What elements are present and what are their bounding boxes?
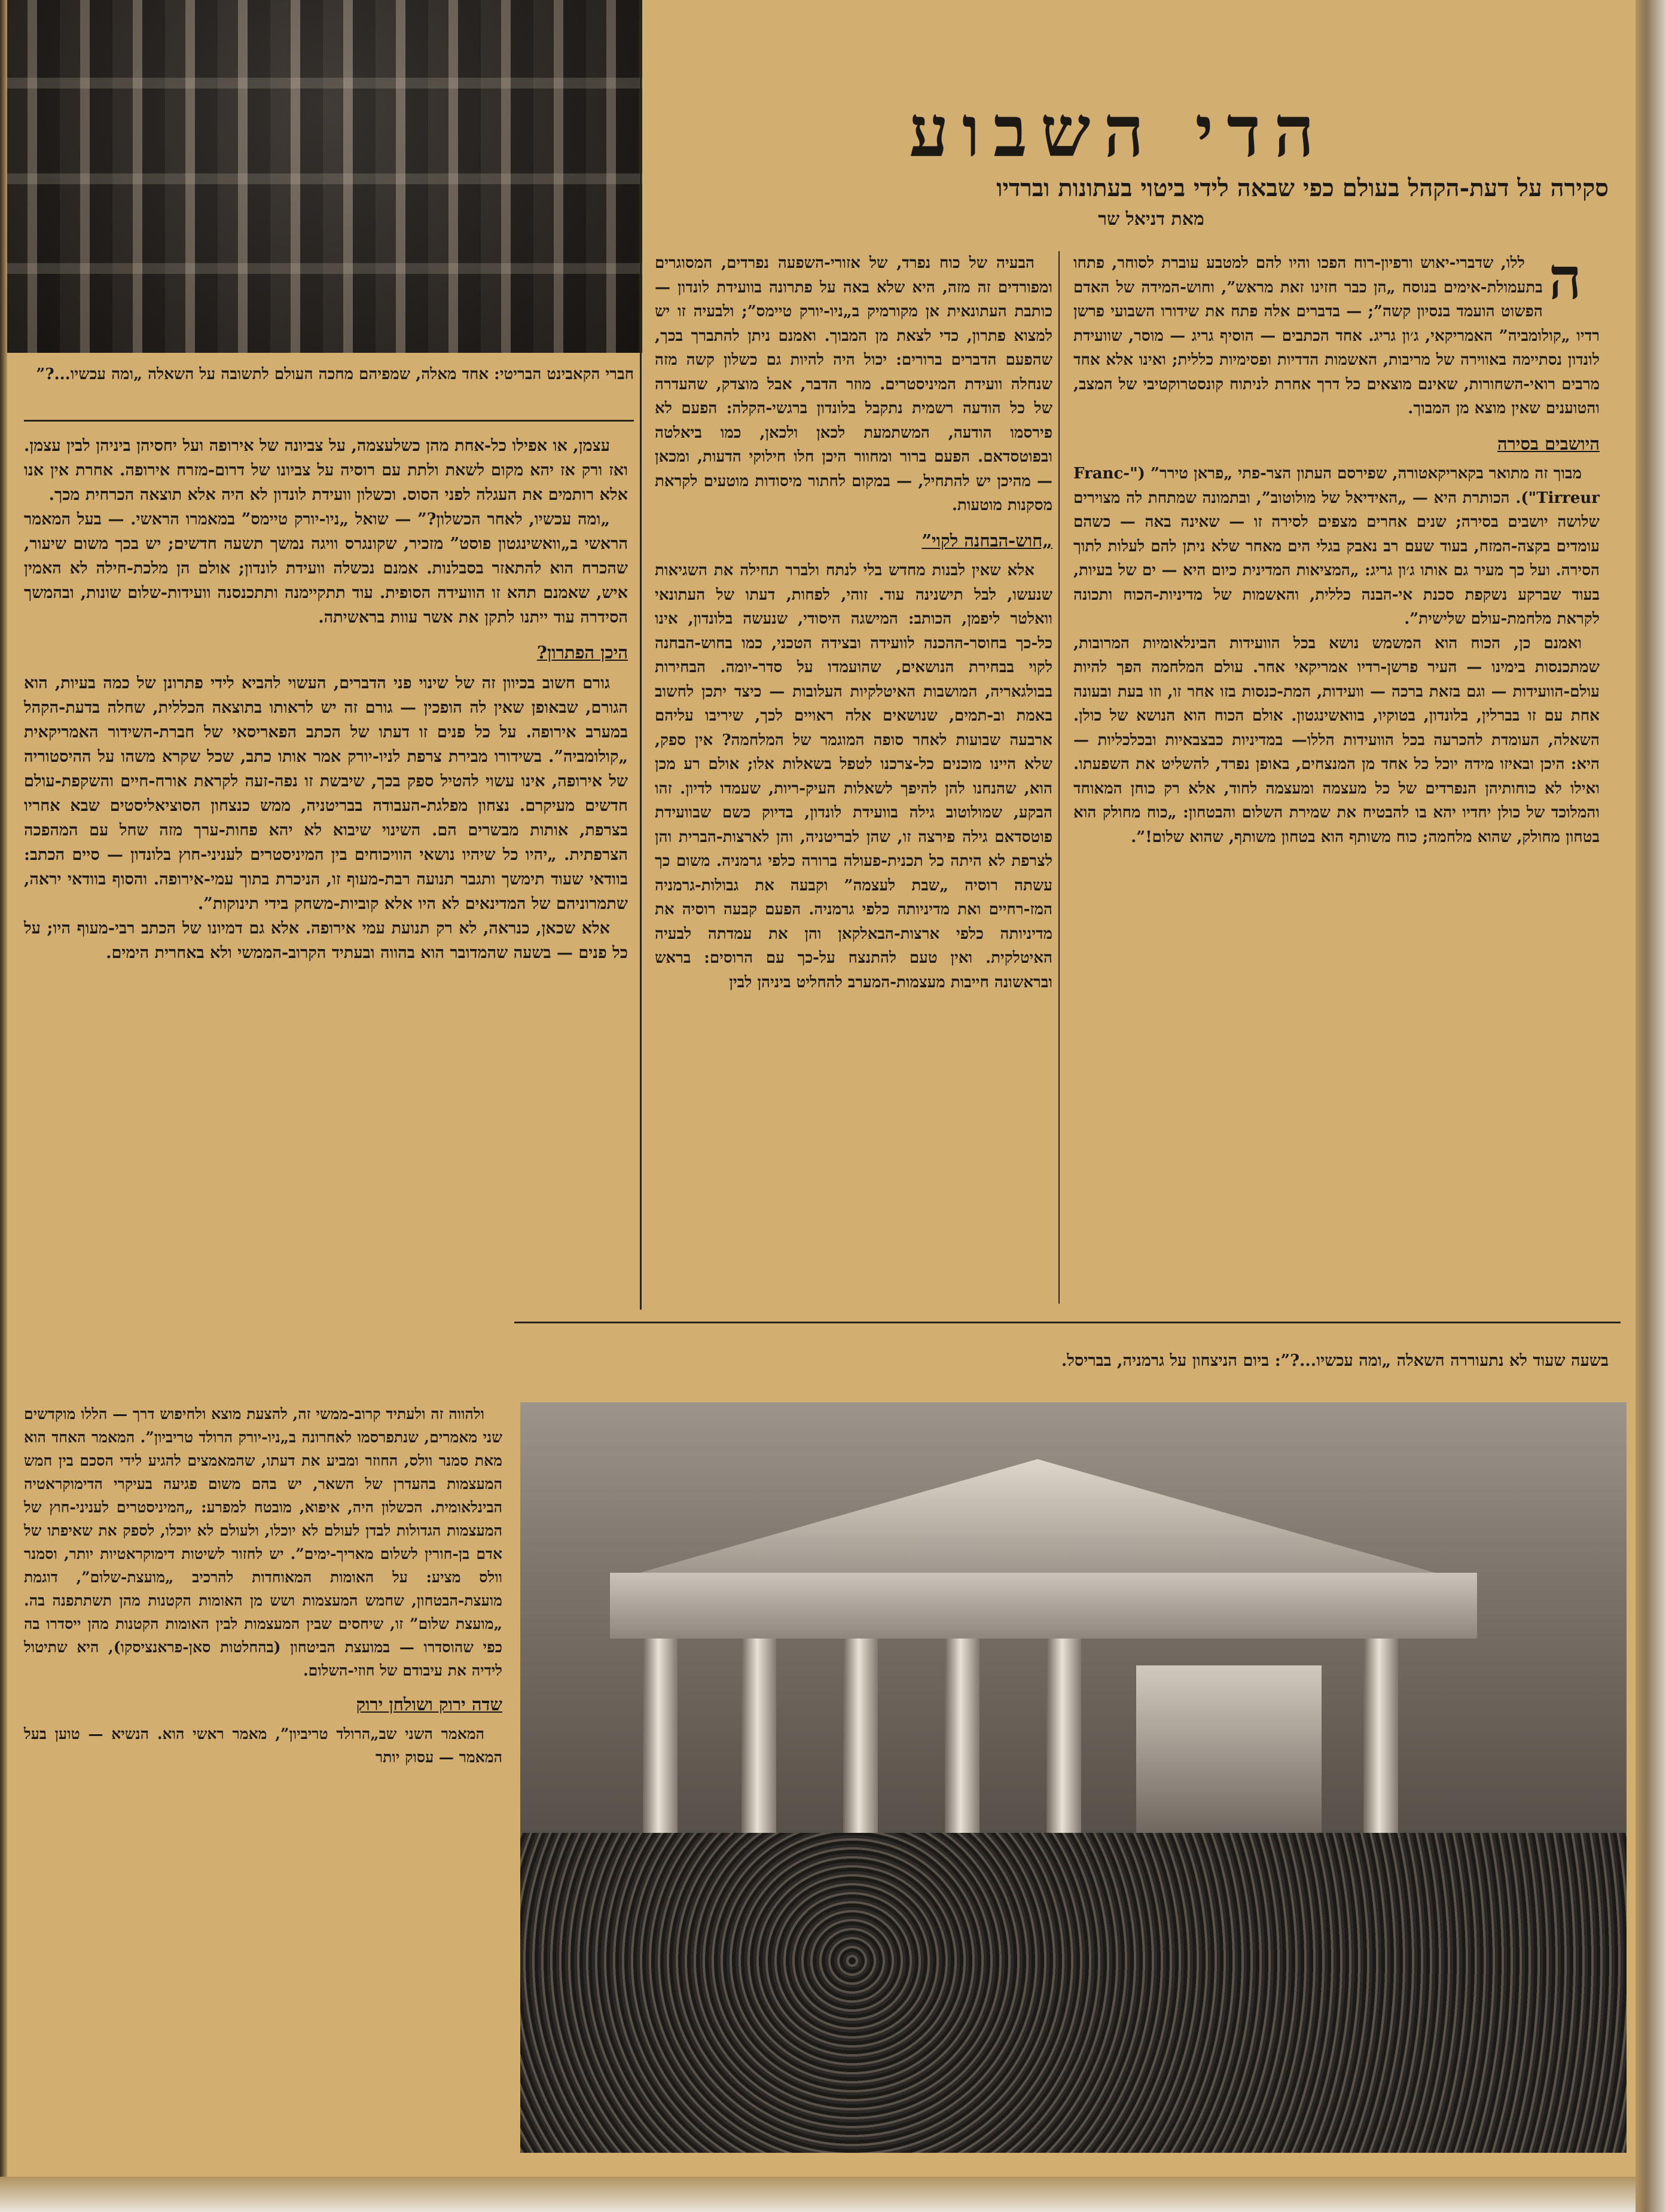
top-photo-caption: חברי הקאבינט הבריטי: אחד מאלה, שמפיהם מחכה העולם לתשובה על השאלה „ומה עכשיו...?”	[36, 365, 634, 383]
section-rule	[514, 1322, 1621, 1323]
section-subhead: „חוש-הבחנה לקוי”	[922, 530, 1052, 551]
section-subhead: היושבים בסירה	[1497, 433, 1600, 454]
page-left-shadow	[0, 0, 7, 2177]
section-subhead: היכן הפתרון?	[536, 642, 628, 663]
article-column-lower	[24, 1402, 502, 2156]
bottom-photo-caption: בשעה שעוד לא נתעוררה השאלה „ומה עכשיו...?”: ביום הניצחון על גרמניה, בבריסל.	[1061, 1351, 1609, 1370]
paragraph: ולהווה זה ולעתיד קרוב-ממשי זה, להצעת מוצא ולחיפוש דרך — הללו מוקדשים שני מאמרים, שנתפרסמו לאחרונה ב„ניו-יורק הרולד טריביון”. המאמר האחד הוא מאת סמנר וולס, החוזר ומביע את דעתו, שהמאמצים להגיע לידי הסכם בין חמש המעצמות בהעדרן של השאר, יש בהם משום פגיעה בעיקרי הדימוקראטיה הבינלאומית. הכשלון היה, איפוא, מובטח למפרע: „המיניסטרים לעניני-חוץ של המעצמות הגדולות לבדן לעולם לא יוכלו, ולעולם לא יוכלו, לספק את שאיפתו של אדם בן-חורין לשלום מאריך-ימים”. יש לחזור לשיטות דימוקראטיות יותר, וסמנר וולס מציע: על האומות המאוחדות להרכיב „מועצת-שלום”, דוגמת מועצת-הבטחון, שחמש המעצמות ושש מן האומות הקטנות מהן תשתתפנה בה. „מועצת שלום” זו, שיחסים שבין המעצמות לבין האומות הקטנות מהן ייסדרו בה כפי שהוסדרו — במועצת הביטחון (בהחלטות סאן-פראנציסקו), היא שתיטול לידיה את עיבודם של חוזי-השלום.	[24, 1405, 502, 1679]
crowd	[520, 1833, 1627, 2153]
photo-band	[7, 263, 642, 274]
drop-cap: ה	[1548, 245, 1582, 312]
column-divider	[1058, 251, 1060, 1304]
caption-rule	[24, 420, 634, 422]
paragraph: „ומה עכשיו, לאחר הכשלון?” — שואל „ניו-יורק טיימס” במאמרו הראשי. — בעל המאמר הראשי ב„וואשינגטון פוסט” מזכיר, שקונגרס וויגה נמשך תשעה חדשים; יש בכך משום שיעור, שהכרח הוא להתאזר בסבלנות. אמנם נכשלה וועידת לונדון; אולם הן מלכת-חילה לא האמין איש, שאמנם תהא זו הוועידה הסופית. עוד תתקיימנה ותתכנסנה וועידות-שלום שונות, ובהמשך הסידרה עוד ייתנו לתקן את אשר עוות בראשיתה.	[24, 510, 628, 627]
article-column-right	[1073, 245, 1600, 1310]
photo-band	[7, 173, 642, 184]
paragraph: הבעיה של כוח נפרד, של אזורי-השפעה נפרדים, המסוגרים ומפורדים זה מזה, היא שלא באה על פתרונה בוועידת לונדון — כותבת העתונאית אן מקורמיק ב„ניו-יורק טיימס”; ולבעיה זו יש למצוא פתרון, כדי לצאת מן המבוך. ואמנם ניתן להתברך בכך, שהפעם הדברים ברורים: יכול היה להיות גם כשלון קשה מזה שנחלה וועידת המיניסטרים. מוזר הדבר, אבל מוצדק, שהעדרה של כל הודעה רשמית נתקבל בלונדון ברגשי-הקלה: הפעם לא פירסמו הודעה, המשתמעת לכאן ולכאן, כמו ביאלטה ובפוטסדאם. הפעם ברור ומחוור היכן חלו חילוקי הדעות, ומכאן — מהיכן יש להתחיל, — במקום לחתור מיסודות מוטעים לקראת מסקנות מוטעות.	[655, 254, 1052, 514]
building-entablature	[610, 1573, 1477, 1639]
paragraph: גורם חשוב בכיוון זה של שינוי פני הדברים, העשוי להביא לידי פתרונן של כמה בעיות, הוא הגורם, שבאופן שאין לה הופכין — גורם זה יש לראותו בתוצאה הכללית, שחלה בדעת-הקהל במערב אירופה. על כל פנים זו דעתו של הכתב הפאריסאי של חברת-השידור האמריקאית „קולומביה”. בשידורו מבירת צרפת לניו-יורק אמר אותו כתב, שכל שקרא משהו על ההיסטוריה של אירופה, אינו עשוי להטיל ספק בכך, שיבשת זו נפה-זעה לקראת אורח-חיים והשקפת-עולם חדשים מעיקרם. נצחון מפלגת-העבודה בבריטניה, ממש כנצחון הסוציאליסטים שבא אחריו בצרפת, אותות מבשרים הם. השינוי שיבוא לא יהא פחות-ערך מזה שחל עם המהפכה הצרפתית. „יהיו כל שיהיו נושאי הוויכוחים בין המיניסטרים לעניני-חוץ בלונדון — סיים הכתב: בוודאי שעוד תימשך ותגבר תנועה רבת-מעוף זו, הניכרת בתוך עמי-אירופה. והסוף בוודאי יראה, שתמרוניהם של המדינאים לא היו אלא קוביות-משחק בידי תינוקות”.	[24, 674, 628, 913]
paragraph: עצמן, או אפילו כל-אחת מהן כשלעצמה, על צביונה של אירופה ועל יחסיהן ביניהן לבין עצמן. ואז ורק אז יהא מקום לשאת ולתת עם רוסיה על צביונו של דרום-מזרח אירופה. אחרת אין אנו אלא רותמים את העגלה לפני הסוס. וכשלון וועידת לונדון לא היה אלא תוצאה הכרחית מכך.	[24, 437, 628, 504]
article-headline: הדי השבוע	[909, 90, 1328, 173]
building-porch	[1136, 1665, 1322, 1833]
paragraph: המאמר השני שב„הרולד טריביון”, מאמר ראשי הוא. הנשיא — טוען בעל המאמר — עסוק יותר	[24, 1725, 502, 1766]
page-edge-bottom	[0, 2177, 1636, 2212]
paragraph: מבוך זה מתואר בקאריקאטורה, שפירסם העתון הצר-פתי „פראן טירר” ("Franc-Tirreur"). הכותרת היא — „האידיאל של מולוטוב”, ובתמונה שמתחת לה מצוירים שלושה יושבים בסירה; שנים אחרים מצפים לסירה זו — שאינה באה — כשהם עומדים בקצה-המזח, בעוד שעם רב נאבק בגלי הים מאחר שלא ניתן להם לעלות לתוך הסירה. ועל כך מעיר גם אותו ג׳ון גריג: „המציאות המדינית כיום היא — ים של בעיות, בעוד שברקע נשקפת סכנת אי-הבנה כללית, והאשמות של מדיניות-הכוח ותכונה לקראת מלחמת-עולם שלישית”.	[1073, 465, 1600, 628]
paragraph: אלא שכאן, כנראה, לא רק תנועת עמי אירופה. אלא גם דמיונו של הכתב רבי-מעוף היו; על כל פנים — בשעה שהמדובר הוא בהווה ובעתיד הקרוב-הממשי ולא באחרית הימים.	[24, 919, 628, 962]
article-byline: מאת דניאל שר	[1098, 209, 1204, 230]
page-edge-right	[1636, 0, 1666, 2212]
cabinet-photo	[7, 0, 642, 353]
section-subhead: שדה ירוק ושולחן ירוק	[356, 1694, 502, 1714]
brussels-victory-photo	[520, 1402, 1627, 2153]
paragraph: ללו, שדברי-יאוש ורפיון-רוח הפכו והיו להם למטבע עוברת לסוחר, פתחו בתעמולת-אימים בנוסח „הן כבר חזינו זאת מראש”, וחוש-המידה של האדם הפשוט הועמד בנסיון קשה”; — בדברים אלה פתח את שידורו השבועי פרשן רדיו „קולומביה” האמריקאי, ג׳ון גריג. אחד הכתבים — הוסיף גריג — מוסר, שוועידת לונדון נסתיימה באווירה של מריבות, האשמות הדדיות ופסימיות כללית; ואינו אלא אחד מרבים רואי-השחורות, שאינם מוצאים כל דרך אחרת לניתוח קונסטרוקטיבי של המצב, והטוענים שאין מוצא מן המבוך.	[1073, 254, 1600, 417]
paragraph: אלא שאין לבנות מחדש בלי לנתח ולברר תחילה את השגיאות שנעשו, לבל תישנינה עוד. זוהי, לפחות, דעתו של העתונאי וואלטר ליפמן, הכותב: המישגה היסודי, שנעשה בלונדון, אינו כל-כך בחוסר-ההכנה לוועידה ובצידה הטכני, כמו בחוש-הבחנה לקוי בבחירת הנושאים, שהועמדו על סדר-יומה. הבחירות בבולגאריה, המושבות האיטלקיות העלובות — כיצד יתכן לחשוב באמת וב-תמים, שנושאים אלה ראויים לכך, שיריבו עליהם ארבעה שבועות לאחר סופה המוגמר של המלחמה? אין ספק, שלא היינו מוכנים כל-צרכנו לטפל בשאלות אלו; אולם רע מכן הוא, שהנחנו להן להיפך לשאלות העיק-ריות, שעמדו לדיון. זהו הבקע, שמולוטוב גילה בוועידת לונדון, בדיוק כשם שבוועידת פוטסדאם גילה פירצה זו, שהן לבריטניה, והן לארצות-הברית והן לצרפת לא היתה כל תכנית-פעולה ברורה כלפי גרמניה. משום כך עשתה רוסיה „שבת לעצמה” וקבעה את גבולות-גרמניה המז-רחיים ואת מדיניותה כלפי גרמניה. הפעם קבעה רוסיה את מדיניותה כלפי ארצות-הבאלקאן והן את עמדתה לבעיה האיטלקית. ואין טעם להתנצח על-כך עם הרוסים: בראש ובראשונה חייבות מעצמות-המערב להחליט ביניהן לבין	[655, 562, 1052, 991]
paragraph: ואמנם כן, הכוח הוא המשמש נושא בכל הוועידות הבינלאומיות המרובות, שמתכנסות בימינו — העיר פרשן-רדיו אמריקאי אחר. עולם המלחמה הפך להיות עולם-הוועידות — וגם בזאת ברכה — וועידות, המת-כנסות בזו אחר זו, וזו בעת ובעונה אחת עם זו בברלין, בלונדון, בטוקיו, בוואשינגטון. אולם הכוח הוא הנושא של כולן. השאלה, העומדת להכרעה בכל הוועידות הללו— במדיניות כבצבאיות ובכלכליות — היא: היכן ובאיזו מידה יוכל כל אחד מן המנצחים, באופן נפרד, להשליט את השפעתו. ואילו לא כוחותיהן הנפרדים של כל מעצמה ומעצמה לחוד, אלא רק כוחן המאוחד והמלוכד של כולן יחדיו יהא בו להבטיח את שמירת השלום והבטחון: „כוח מחולק הוא בטחון מחולק, שהוא מלחמה; כוח משותף הוא בטחון משותף, שהוא שלום!”.	[1073, 634, 1600, 846]
building-pediment	[640, 1459, 1435, 1573]
column-divider	[640, 12, 642, 1310]
photo-band	[7, 78, 642, 89]
article-subheadline: סקירה על דעת-הקהל בעולם כפי שבאה לידי ביטוי בעתונות וברדיו	[996, 174, 1609, 202]
article-column-middle	[655, 251, 1052, 1310]
